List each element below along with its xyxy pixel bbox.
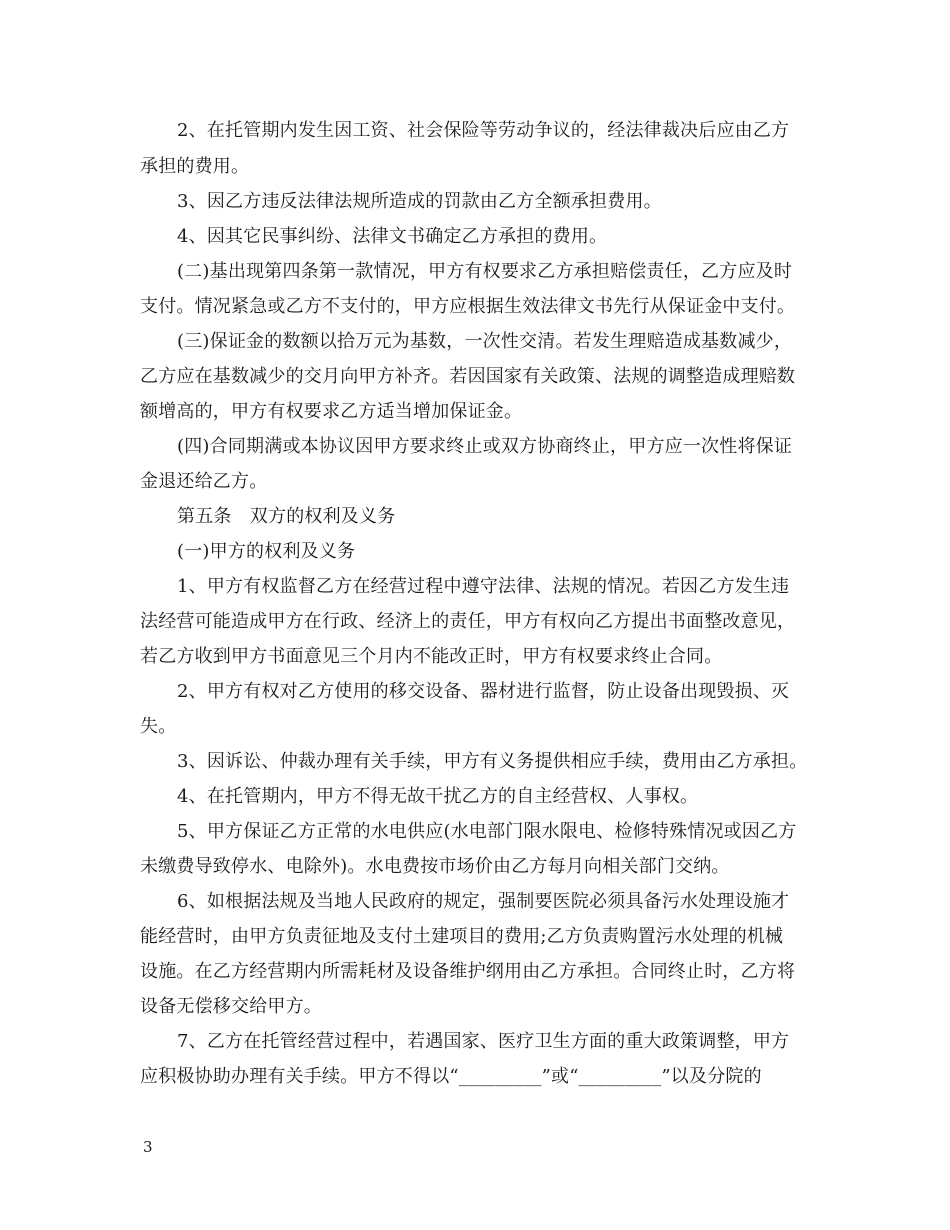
text-line: 4、在托管期内，甲方不得无故干扰乙方的自主经营权、人事权。 (177, 786, 699, 807)
text-line: 若乙方收到甲方书面意见三个月内不能改正时，甲方有权要求终止合同。 (140, 646, 723, 667)
text-line: 设施。在乙方经营期内所需耗材及设备维护纲用由乙方承担。合同终止时，乙方将 (140, 961, 796, 982)
text-line: (三)保证金的数额以拾万元为基数，一次性交清。若发生理赔造成基数减少， (177, 331, 793, 352)
text-line: 2、甲方有权对乙方使用的移交设备、器材进行监督，防止设备出现毁损、灭 (177, 681, 790, 702)
text-line: 4、因其它民事纠纷、法律文书确定乙方承担的费用。 (177, 226, 608, 247)
text-line: 未缴费导致停水、电除外)。水电费按市场价由乙方每月向相关部门交纳。 (140, 856, 730, 877)
text-line: 承担的费用。 (140, 156, 250, 177)
text-line: 3、因诉讼、仲裁办理有关手续，甲方有义务提供相应手续，费用由乙方承担。 (177, 751, 808, 772)
text-line: 应积极协助办理有关手续。甲方不得以“_________”或“_________”以及分院的 (140, 1066, 762, 1087)
text-line: 6、如根据法规及当地人民政府的规定，强制要医院必须具备污水处理设施才 (177, 891, 790, 912)
text-line: 5、甲方保证乙方正常的水电供应(水电部门限水限电、检修特殊情况或因乙方 (177, 821, 797, 842)
page-number: 3 (143, 1138, 153, 1156)
text-line: 设备无偿移交给甲方。 (140, 996, 322, 1017)
section-heading: 第五条 双方的权利及义务 (177, 506, 396, 527)
text-line: 乙方应在基数减少的交月向甲方补齐。若因国家有关政策、法规的调整造成理赔数 (140, 366, 796, 387)
text-line: (四)合同期满或本协议因甲方要求终止或双方协商终止，甲方应一次性将保证 (177, 436, 793, 457)
text-line: (二)基出现第四条第一款情况，甲方有权要求乙方承担赔偿责任，乙方应及时 (177, 261, 793, 282)
text-line: 金退还给乙方。 (140, 471, 268, 492)
text-line: 额增高的，甲方有权要求乙方适当增加保证金。 (140, 401, 523, 422)
subsection-heading: (一)甲方的权利及义务 (177, 541, 356, 562)
text-line: 失。 (140, 716, 177, 737)
text-line: 3、因乙方违反法律法规所造成的罚款由乙方全额承担费用。 (177, 191, 662, 212)
text-line: 1、甲方有权监督乙方在经营过程中遵守法律、法规的情况。若因乙方发生违 (177, 576, 790, 597)
text-line: 能经营时，由甲方负责征地及支付土建项目的费用;乙方负责购置污水处理的机械 (140, 926, 784, 947)
text-line: 法经营可能造成甲方在行政、经济上的责任，甲方有权向乙方提出书面整改意见， (140, 611, 796, 632)
text-line: 7、乙方在托管经营过程中，若遇国家、医疗卫生方面的重大政策调整，甲方 (177, 1031, 790, 1052)
text-line: 2、在托管期内发生因工资、社会保险等劳动争议的，经法律裁决后应由乙方 (177, 120, 790, 141)
text-line: 支付。情况紧急或乙方不支付的，甲方应根据生效法律文书先行从保证金中支付。 (140, 296, 796, 317)
